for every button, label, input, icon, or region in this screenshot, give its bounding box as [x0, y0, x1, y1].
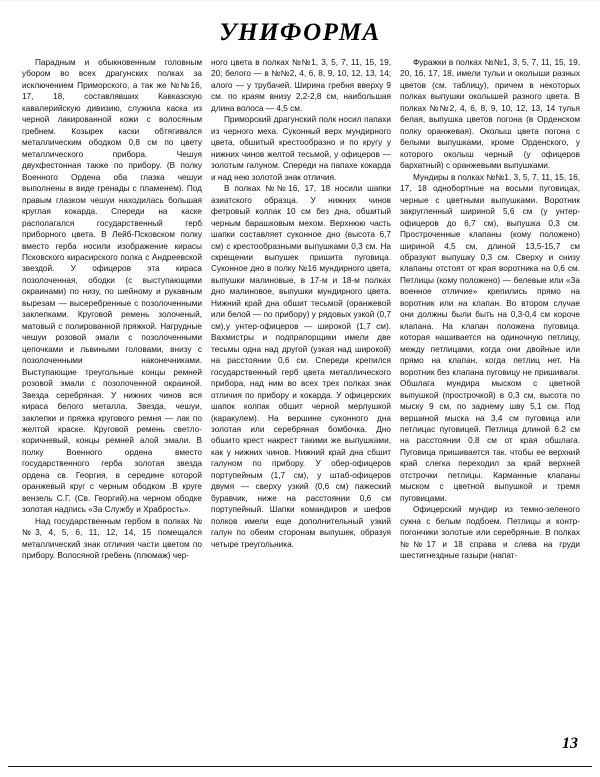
article-body: [22, 57, 580, 747]
paragraph: Офицерский мундир из темно-зеленого сукна с белым подбоем. Петлицы и контр-погончики золотые или серебряные. В полках №№17 и 18 справа и слева на груди шестигнездные газыри (напат-: [400, 505, 580, 561]
page-top-edge: [0, 0, 600, 1]
text-column-3: [400, 57, 580, 562]
text-column-1: [22, 57, 202, 562]
text-column-2: [211, 57, 391, 550]
page-number: 13: [562, 735, 578, 752]
paragraph: Приморский драгунский полк носил папахи из черного меха. Суконный верх мундирного цвета, обшитый крестообразно и по кругу у нижних чинов желтой тесьмой, у офицеров — золотым галуном. Спереди на папахе кокарда и над нею золотой знак отличия.: [211, 115, 391, 182]
paragraph: ного цвета в полках №№1, 3, 5, 7, 11, 15, 19, 20; белого — в №№2, 4, 6, 8, 9, 10, 12, 13, 14; алого — у трубачей. Ширина гребня вверху 9 см. по краям внизу 2,2-2,8 см, наибольшая длина волоса — 4,5 см.: [211, 58, 391, 113]
footer-divider: [8, 766, 592, 767]
page-title: УНИФОРМА: [219, 19, 381, 46]
paragraph: В полках №№16, 17, 18 носили шапки азиатского образца. У нижних чинов фетровый колпак 10 см без дна, обшитый черным барашковым мехом. Верхнюю часть шапки составляет суконное дно (высота 6,7 см) с крестообразными выпушками 0,3 см. На скрещении выпушек пришита пуговица. Суконное дно в полку №16 мундирного цвета, выпушки малиновые, в 17-м и 18-м полках дно малиновое, выпушки мундирного цвета. Нижний край дна обшит тесьмой (оранжевой или белой — по прибору) у рядовых узкой (0,7 см),у унтер-офицеров — широкой (1,7 см). Вахмистры и подпрапорщики имели две тесьмы одна над другой (узкая над широкой) на расстоянии 0,6 см. Спереди крепился государственный герб цвета металлического прибора, над ним во всех трех полках знак отличия по прибору и кокарда. У офицерских шапок колпак обшит черной мерлушкой (каракулем). На вершине суконного дна золотая или серебряная бомбочка. Дно обшито крест накрест такими же выпушками, как у нижних чинов. Нижний край дна сбшит галуном по прибору. У обер-офицеров портупейным (1,7 см), у штаб-офицеров двумя — сверху узкий (0,6 см) пажеский буравчик, ниже на расстоянии 0,6 см портупейный. Шапки командиров и шефов полков имели еще дополнительный узкий галун по обеим сторонам выпушек, образуя четыре треугольника.: [211, 184, 391, 549]
paragraph: Мундиры в полках №№1, 3, 5, 7, 11, 15, 16, 17, 18 однобортные на восьми пуговицах, черные с цветными выпушками. Воротник закругленный шириной 5,6 см (у унтер-офицеров до 6,7 см), выпушка 0,3 см. Простроченные клапаны (кому положено) шириной 4,5 см, длиной 13,5-15,7 см образуют выпушку 0,3 см. Сверху и снизу клапаны отстоят от края воротника на 0,6 см. Петлицы (кому положено) — белевые или «За военное отличие» крепились прямо на воротник или на клапан. Во втором случае они должны были быть на 0,3-0,4 см короче клапана. На клапан положена пуговица. которая нашивается на одиночную петлицу, между петлицами, когда они двойные или прямо на клапан, когда петлиц нет. На воротник без клапана пуговицу не пришивали. Обшлага мундира мыском с цветной выпушкой (прострочкой) в 0,3 см, высота по мыску 9 см, по заднему шву 5,1 см. Под вершиной мыска на 3,4 см пуговица или петлицас пуговицей. Петлица длиной 6.2 см на расстоянии 0,8 см от края обшлага. Пуговица пришивается так. чтобы ее верхний край слегка переходил за край верхней отстрочки петлицы. Карманные клапаны мыском с цветной выпушкой и тремя пуговицами.: [400, 172, 580, 503]
paragraph: Парадным и обыкновенным головным убором во всех драгунских полках за исключением Приморского, а так же №№16, 17, 18, составлявших Кавказскую кавалерийскую дивизию, служила каска из черной лакированной кожи с волосяным гребнем. Козырек каски обтягивался металлическим ободком 0,8 см по цвету металлического прибора. Чешуя двухфестонная также по прибору. (В полку Военного Ордена оба глазка чешуи выполнены в виде гренады с пламенем). Под правым глазком чешуи находилась большая круглая кокарда. Спереди на каске располагался государственный герб приборного цвета. В Лейб-Псковском полку вместо герба носили изображение кирасы Псковского кирасирского полка с Андреевской звездой. У офицеров эта кираса позолоченная, ободки (с выступающими окраинами) по низу, по шейному и рукавным вырезам — высеребренные с позолоченными заклепками. Круговой ремень золоченый, матовый с полированной пряжкой. Нагрудные чешуи розовой эмали с позолоченными цепочками и львиными головами, внизу с позолоченными наконечниками. Выступающие треугольные концы ремней розовой эмали с позолоченной окраиной. Звезда серебряная. У нижних чинов вся кираса белого металла. Звезда, чешуи, заклепки и пряжка кругового ремня — лак по желтой краске. Круговой ремень светло-коричневый, концы ремней алой эмали. В полку Военного ордена вместо государственного герба золотая звезда ордена св. Георгия, в середине которой оранжевый круг с черным ободком .В круге вензель С.Г. (Св. Георгий).на черном ободке золотая надпись «За Службу и Храбрость».: [22, 58, 202, 515]
paragraph: Фуражки в полках №№1, 3, 5, 7, 11, 15, 19, 20, 16, 17, 18, имели тульи и околыши разных цветов (см. таблицу), причем в некоторых полках выпушки околышей разного цвета. В полках №№2, 4, 6, 8, 9, 10, 12, 13, 14 тулья белая, выпушка цветов погона (в Орденском полку оранжевая). Околыш цвета погона с белыми выпушками, кроме Орденского, у которого околыш черный (у офицеров бархатный) с оранжевыми выпушками.: [400, 58, 580, 171]
paragraph: Над государственным гербом в полках №№3, 4, 5, 6, 11, 12, 14, 15 помещался металлический знак отличия части цветом по прибору. Волосяной гребень (плюмаж) чер-: [22, 516, 202, 561]
